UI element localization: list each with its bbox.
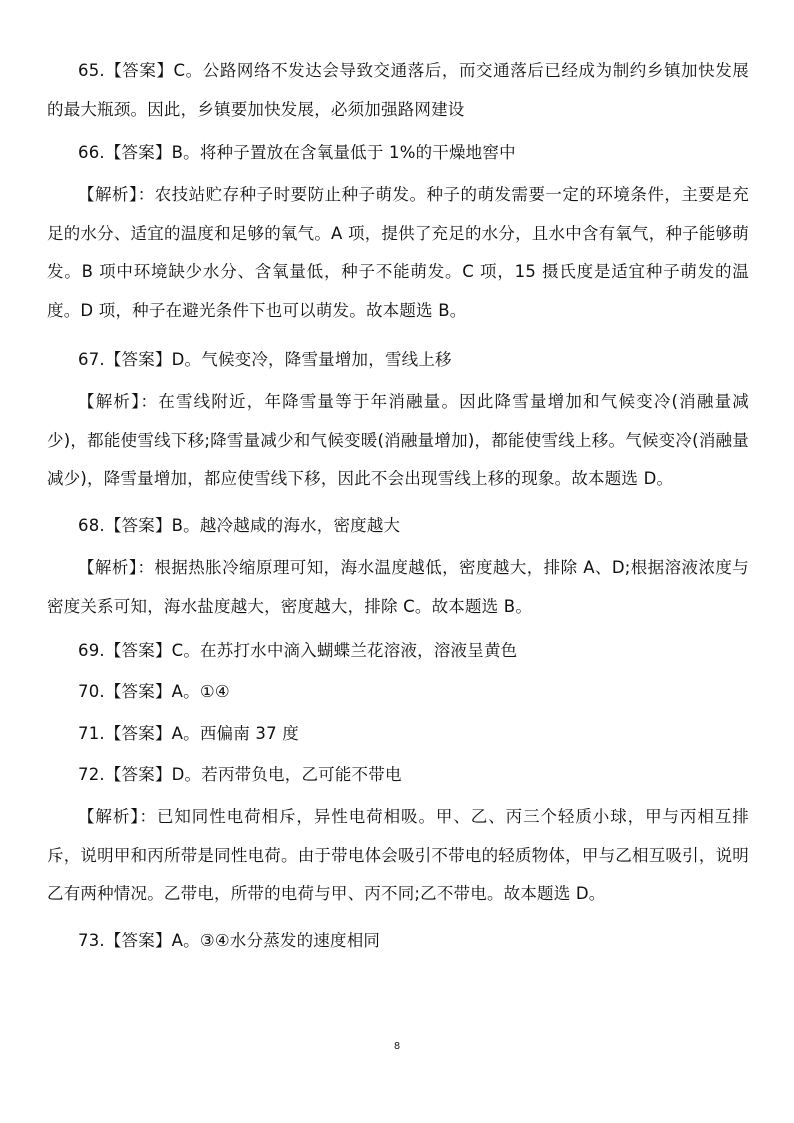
analysis-72: 【解析】：已知同性电荷相斥，异性电荷相吸。甲、乙、丙三个轻质小球，甲与丙相互排斥，说明甲和丙所带是同性电荷。由于带电体会吸引不带电的轻质物体，甲与乙相互吸引，说明乙有两种情况。乙带电，所带的电荷与甲、丙不同;乙不带电。故本题选 D。 [47,807,749,903]
answer-68: 68.【答案】B。越冷越咸的海水，密度越大 [78,516,401,535]
analysis-68: 【解析】：根据热胀冷缩原理可知，海水温度越低，密度越大，排除 A、D;根据溶液浓度与密度关系可知，海水盐度越大，密度越大，排除 C。故本题选 B。 [47,558,749,616]
answer-71: 71.【答案】A。西偏南 37 度 [78,724,299,743]
answer-66: 66.【答案】B。将种子置放在含氧量低于 1%的干燥地窖中 [78,143,516,162]
answer-73: 73.【答案】A。③④水分蒸发的速度相同 [78,931,381,950]
analysis-66: 【解析】：农技站贮存种子时要防止种子萌发。种子的萌发需要一定的环境条件，主要是充足的水分、适宜的温度和足够的氧气。A 项，提供了充足的水分，且水中含有氧气，种子能够萌发。B 项中环境缺少水分、含氧量低，种子不能萌发。C 项，15 摄氏度是适宜种子萌发的温度。D 项，种子在避光条件下也可以萌发。故本题选 B。 [47,185,749,320]
answer-65: 65.【答案】C。公路网络不发达会导致交通落后，而交通落后已经成为制约乡镇加快发展的最大瓶颈。因此，乡镇要加快发展，必须加强路网建设 [47,61,749,119]
answer-70: 70.【答案】A。①④ [78,682,230,701]
answer-67: 67.【答案】D。气候变冷，降雪量增加，雪线上移 [78,350,452,369]
analysis-67: 【解析】：在雪线附近，年降雪量等于年消融量。因此降雪量增加和气候变冷(消融量减少)，都能使雪线下移;降雪量减少和气候变暖(消融量增加)，都能使雪线上移。气候变冷(消融量减少)，降雪量增加，都应使雪线下移，因此不会出现雪线上移的现象。故本题选 D。 [47,392,749,488]
answer-69: 69.【答案】C。在苏打水中滴入蝴蝶兰花溶液，溶液呈黄色 [78,641,518,660]
answer-72: 72.【答案】D。若丙带负电，乙可能不带电 [78,765,402,784]
page-number: 8 [393,1041,401,1052]
